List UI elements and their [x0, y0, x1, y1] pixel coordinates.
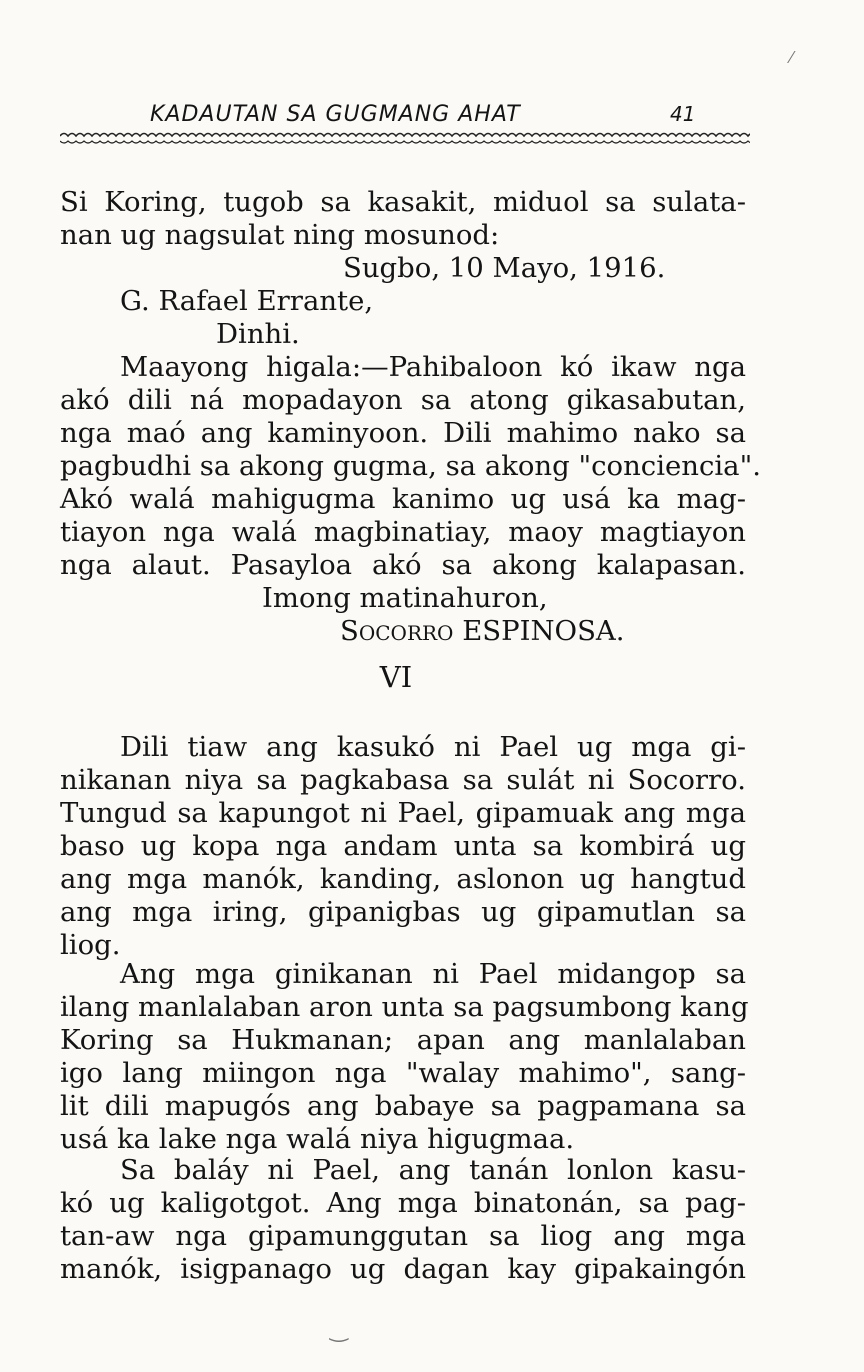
section-heading: VI — [379, 660, 413, 694]
text-line: Sa baláy ni Pael, ang tanán lonlon kasu- — [120, 1154, 746, 1186]
text-line: kó ug kaligotgot. Ang mga binatonán, sa pag- — [60, 1187, 746, 1219]
signature-initial: S — [340, 615, 359, 647]
text-line: ilang manlalaban aron unta sa pagsumbong kang — [60, 991, 749, 1023]
signature-last: ESPINOSA. — [462, 615, 625, 647]
text-line: ang mga iring, gipanigbas ug gipamutlan sa — [60, 896, 746, 928]
letter-dateline: Sugbo, 10 Mayo, 1916. — [343, 252, 666, 284]
text-line: liog. — [60, 929, 121, 961]
text-line: Ang mga ginikanan ni Pael midangop sa — [120, 958, 746, 990]
page-number: 41 — [670, 102, 696, 126]
scan-speck: ‿ — [330, 1318, 348, 1343]
text-line: nga alaut. Pasayloa akó sa akong kalapasan. — [60, 549, 746, 581]
text-line: baso ug kopa nga andam unta sa kombirá ug — [60, 830, 746, 862]
text-line: manók, isigpanago ug dagan kay gipakaingón — [60, 1253, 746, 1285]
text-line: lit dili mapugós ang babaye sa pagpamana sa — [60, 1090, 746, 1122]
letter-signature — [340, 615, 670, 650]
letter-addressee: G. Rafael Errante, — [120, 285, 374, 317]
signature-first-rest: OCORRO — [358, 621, 454, 645]
text-line: nikanan niya sa pagkabasa sa sulát ni Socorro. — [60, 764, 746, 796]
letter-closing: Imong matinahuron, — [262, 582, 548, 614]
text-line: Koring sa Hukmanan; apan ang manlalaban — [60, 1024, 746, 1056]
text-line: nan ug nagsulat ning mosunod: — [60, 219, 500, 251]
letter-addressee-place: Dinhi. — [216, 318, 300, 350]
running-header — [130, 102, 750, 132]
text-line: ang mga manók, kanding, aslonon ug hangtud — [60, 863, 746, 895]
text-line: igo lang miingon nga "walay mahimo", sang- — [60, 1057, 746, 1089]
text-line: Akó walá mahigugma kanimo ug usá ka mag- — [60, 483, 746, 515]
text-line: pagbudhi sa akong gugma, sa akong "conciencia". — [60, 450, 761, 482]
text-line: Si Koring, tugob sa kasakit, miduol sa sulata- — [60, 186, 746, 218]
running-title: KADAUTAN SA GUGMANG AHAT — [150, 102, 521, 127]
text-line: Maayong higala:—Pahibaloon kó ikaw nga — [120, 351, 746, 383]
scan-speck: ⁄ — [790, 48, 793, 67]
text-line: akó dili ná mopadayon sa atong gikasabutan, — [60, 384, 746, 416]
text-line: tiayon nga walá magbinatiay, maoy magtiayon — [60, 516, 746, 548]
text-line: tan-aw nga gipamunggutan sa liog ang mga — [60, 1220, 746, 1252]
text-line: nga maó ang kaminyoon. Dili mahimo nako sa — [60, 417, 746, 449]
text-line: Tungud sa kapungot ni Pael, gipamuak ang mga — [60, 797, 746, 829]
text-line: Dili tiaw ang kasukó ni Pael ug mga gi- — [120, 731, 746, 763]
text-line: usá ka lake nga walá niya higugmaa. — [60, 1123, 575, 1155]
ornamental-wavy-rule — [60, 131, 750, 145]
